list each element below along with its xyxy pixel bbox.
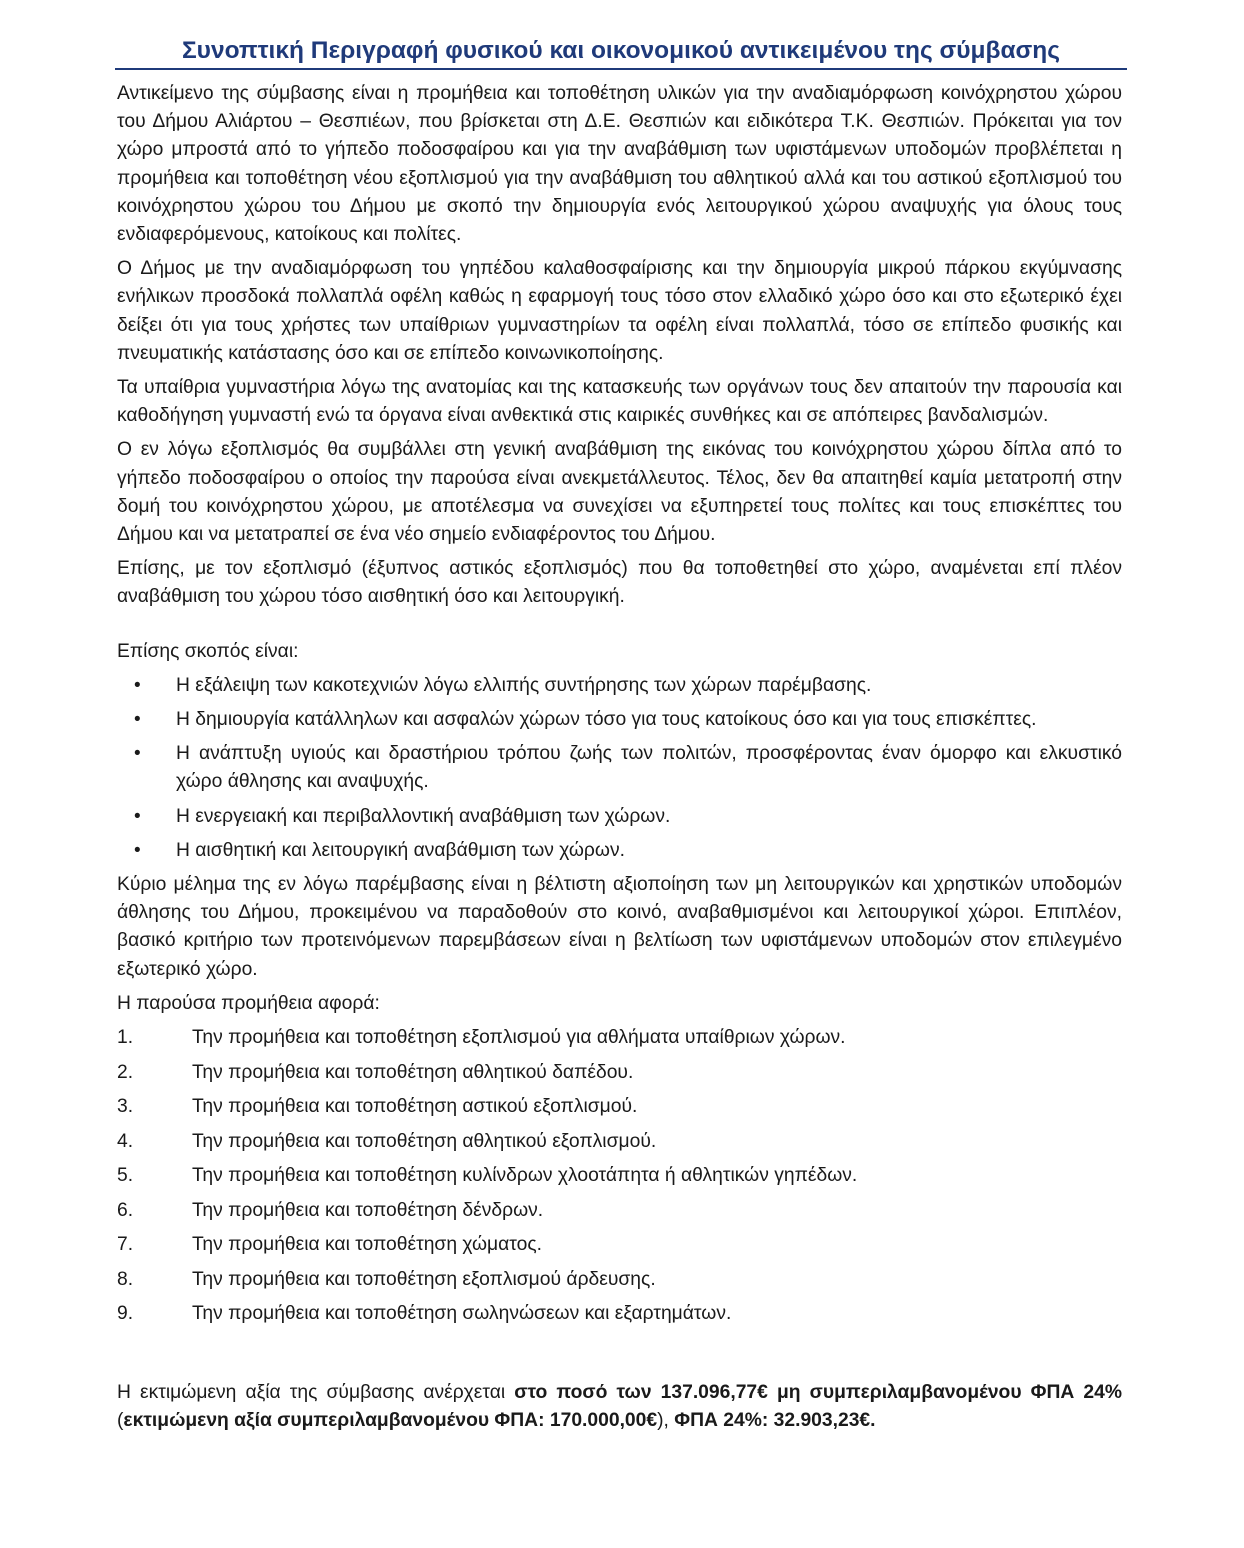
cost-lead: Η εκτιμώμενη αξία της σύμβασης ανέρχεται [117, 1381, 515, 1403]
list-item [117, 740, 1122, 796]
bullet-icon: • [134, 805, 141, 827]
paragraph-equipment-upgrade: Ο εν λόγω εξοπλισμός θα συμβάλλει στη γενική αναβάθμιση της εικόνας του κοινόχρηστου χώρου δίπλα από το γήπεδο ποδοσφαίρου ο οποίος την παρούσα είναι ανεκμετάλλευτος. Τέλος, δεν θα απαιτηθεί καμία μετατροπή στην δομή του κοινόχρηστου χώρου, με αποτέλεσμα να συνεχίσει να εξυπηρετεί τους πολίτες και τους επισκέπτες του Δήμου και να μετατραπεί σε ένα νέο σημείο ενδιαφέροντος του Δήμου. [117, 439, 1122, 546]
item-text: Την προμήθεια και τοποθέτηση εξοπλισμού άρδευσης. [192, 1268, 656, 1290]
list-item [117, 1093, 1122, 1121]
goal-text: Η δημιουργία κατάλληλων και ασφαλών χώρων τόσο για τους κατοίκους όσο και για τους επισκέπτες. [176, 709, 1037, 731]
list-item [117, 803, 1122, 831]
item-number: 1. [117, 1027, 134, 1049]
item-text: Την προμήθεια και τοποθέτηση αθλητικού δαπέδου. [192, 1061, 634, 1083]
item-text: Την προμήθεια και τοποθέτηση εξοπλισμού για αθλήματα υπαίθριων χώρων. [192, 1027, 846, 1049]
paragraph-benefits: Ο Δήμος με την αναδιαμόρφωση του γηπέδου καλαθοσφαίρισης και την δημιουργία μικρού πάρκου εκγύμνασης ενήλικων προσδοκά πολλαπλά οφέλη καθώς η εφαρμογή τους τόσο στον ελλαδικό χώρο όσο και στο εξωτερικό έχει δείξει ότι για τους χρήστες των υπαίθριων γυμναστηρίων τα οφέλη είναι πολλαπλά, τόσο σε επίπεδο φυσικής και πνευματικής κατάστασης όσο και σε επίπεδο κοινωνικοποίησης. [117, 258, 1122, 364]
bullet-icon: • [134, 674, 141, 696]
title-underline [115, 68, 1127, 70]
goal-text: Η ενεργειακή και περιβαλλοντική αναβάθμιση των χώρων. [176, 805, 671, 827]
paragraph-subject: Αντικείμενο της σύμβασης είναι η προμήθεια και τοποθέτηση υλικών για την αναδιαμόρφωση κοινόχρηστου χώρου του Δήμου Αλιάρτου – Θεσπιέων, που βρίσκεται στη Δ.Ε. Θεσπιών και ειδικότερα Τ.Κ. Θεσπιών. Πρόκειται για τον χώρο μπροστά από το γήπεδο ποδοσφαίρου και για την αναβάθμιση των υφιστάμενων υποδομών προβλέπεται η προμήθεια και τοποθέτηση νέου εξοπλισμού για την αναβάθμιση του αθλητικού αλλά και του αστικού εξοπλισμού του κοινόχρηστου χώρου του Δήμου με σκοπό την δημιουργία ενός λειτουργικού χώρου αναψυχής για όλους τους ενδιαφερόμενους, κατοίκους και πολίτες. [117, 83, 1122, 246]
item-text: Την προμήθεια και τοποθέτηση χώματος. [192, 1234, 543, 1256]
cost-amount: στο ποσό των 137.096,77€ μη συμπεριλαμβανομένου ΦΠΑ 24% [514, 1381, 1122, 1403]
item-number: 9. [117, 1303, 134, 1325]
item-text: Την προμήθεια και τοποθέτηση κυλίνδρων χλοοτάπητα ή αθλητικών γηπέδων. [192, 1165, 858, 1187]
supply-intro: Η παρούσα προμήθεια αφορά: [117, 992, 380, 1014]
spacer [117, 618, 1122, 638]
goal-text: Η ανάπτυξη υγιούς και δραστήριου τρόπου ζωής των πολιτών, προσφέροντας έναν όμορφο και ελκυστικό χώρο άθλησης και αναψυχής. [176, 743, 1122, 793]
bullet-icon: • [134, 709, 141, 731]
item-text: Την προμήθεια και τοποθέτηση αθλητικού εξοπλισμού. [192, 1130, 657, 1152]
item-number: 6. [117, 1199, 134, 1221]
item-number: 3. [117, 1096, 134, 1118]
document-body [117, 80, 1122, 1441]
item-text: Την προμήθεια και τοποθέτηση σωληνώσεων και εξαρτημάτων. [192, 1303, 732, 1325]
bullet-icon: • [134, 743, 141, 765]
item-text: Την προμήθεια και τοποθέτηση αστικού εξοπλισμού. [192, 1096, 638, 1118]
list-item [117, 1300, 1122, 1328]
item-number: 4. [117, 1130, 134, 1152]
list-item [117, 1059, 1122, 1087]
list-item [117, 1197, 1122, 1225]
list-item [117, 1231, 1122, 1259]
item-number: 5. [117, 1165, 134, 1187]
goals-intro: Επίσης σκοπός είναι: [117, 640, 299, 662]
list-item [117, 1024, 1122, 1052]
cost-paren-open: ( [117, 1409, 124, 1431]
list-item [117, 1266, 1122, 1294]
paragraph-main-concern: Κύριο μέλημα της εν λόγω παρέμβασης είναι η βέλτιστη αξιοποίηση των μη λειτουργικών και χρηστικών υποδομών άθλησης του Δήμου, προκειμένου να παραδοθούν στο κοινό, αναβαθμισμένοι και λειτουργικοί χώροι. Επιπλέον, βασικό κριτήριο των προτεινόμενων παρεμβάσεων είναι η βελτίωση των υφιστάμενων υποδομών στον επιλεγμένο εξωτερικό χώρο. [117, 874, 1122, 980]
list-item [117, 1128, 1122, 1156]
paragraph-outdoor-gyms: Τα υπαίθρια γυμναστήρια λόγω της ανατομίας και της κατασκευής των οργάνων τους δεν απαιτούν την παρουσία και καθοδήγηση γυμναστή ενώ τα όργανα είναι ανθεκτικά στις καιρικές συνθήκες και σε απόπειρες βανδαλισμών. [117, 377, 1122, 427]
list-item [117, 1162, 1122, 1190]
item-text: Την προμήθεια και τοποθέτηση δένδρων. [192, 1199, 544, 1221]
item-number: 7. [117, 1234, 134, 1256]
cost-vat: ΦΠΑ 24%: 32.903,23€. [674, 1409, 876, 1431]
paragraph-smart-equipment: Επίσης, με τον εξοπλισμό (έξυπνος αστικός εξοπλισμός) που θα τοποθετηθεί στο χώρο, αναμένεται επί πλέον αναβάθμιση του χώρου τόσο αισθητική όσο και λειτουργική. [117, 558, 1122, 608]
item-number: 2. [117, 1061, 134, 1083]
spacer [117, 1335, 1122, 1379]
goals-list [117, 672, 1122, 865]
goal-text: Η εξάλειψη των κακοτεχνιών λόγω ελλιπής συντήρησης των χώρων παρέμβασης. [176, 674, 872, 696]
bullet-icon: • [134, 839, 141, 861]
document-title: Συνοπτική Περιγραφή φυσικού και οικονομικού αντικειμένου της σύμβασης [181, 37, 1060, 64]
goal-text: Η αισθητική και λειτουργική αναβάθμιση των χώρων. [176, 839, 625, 861]
supply-list [117, 1024, 1122, 1328]
cost-amount-with-vat: εκτιμώμενη αξία συμπεριλαμβανομένου ΦΠΑ: 170.000,00€ [123, 1409, 658, 1431]
paragraph-cost [117, 1379, 1122, 1435]
cost-paren-close: ), [657, 1409, 675, 1431]
item-number: 8. [117, 1268, 134, 1290]
list-item [117, 672, 1122, 700]
list-item [117, 706, 1122, 734]
list-item [117, 837, 1122, 865]
